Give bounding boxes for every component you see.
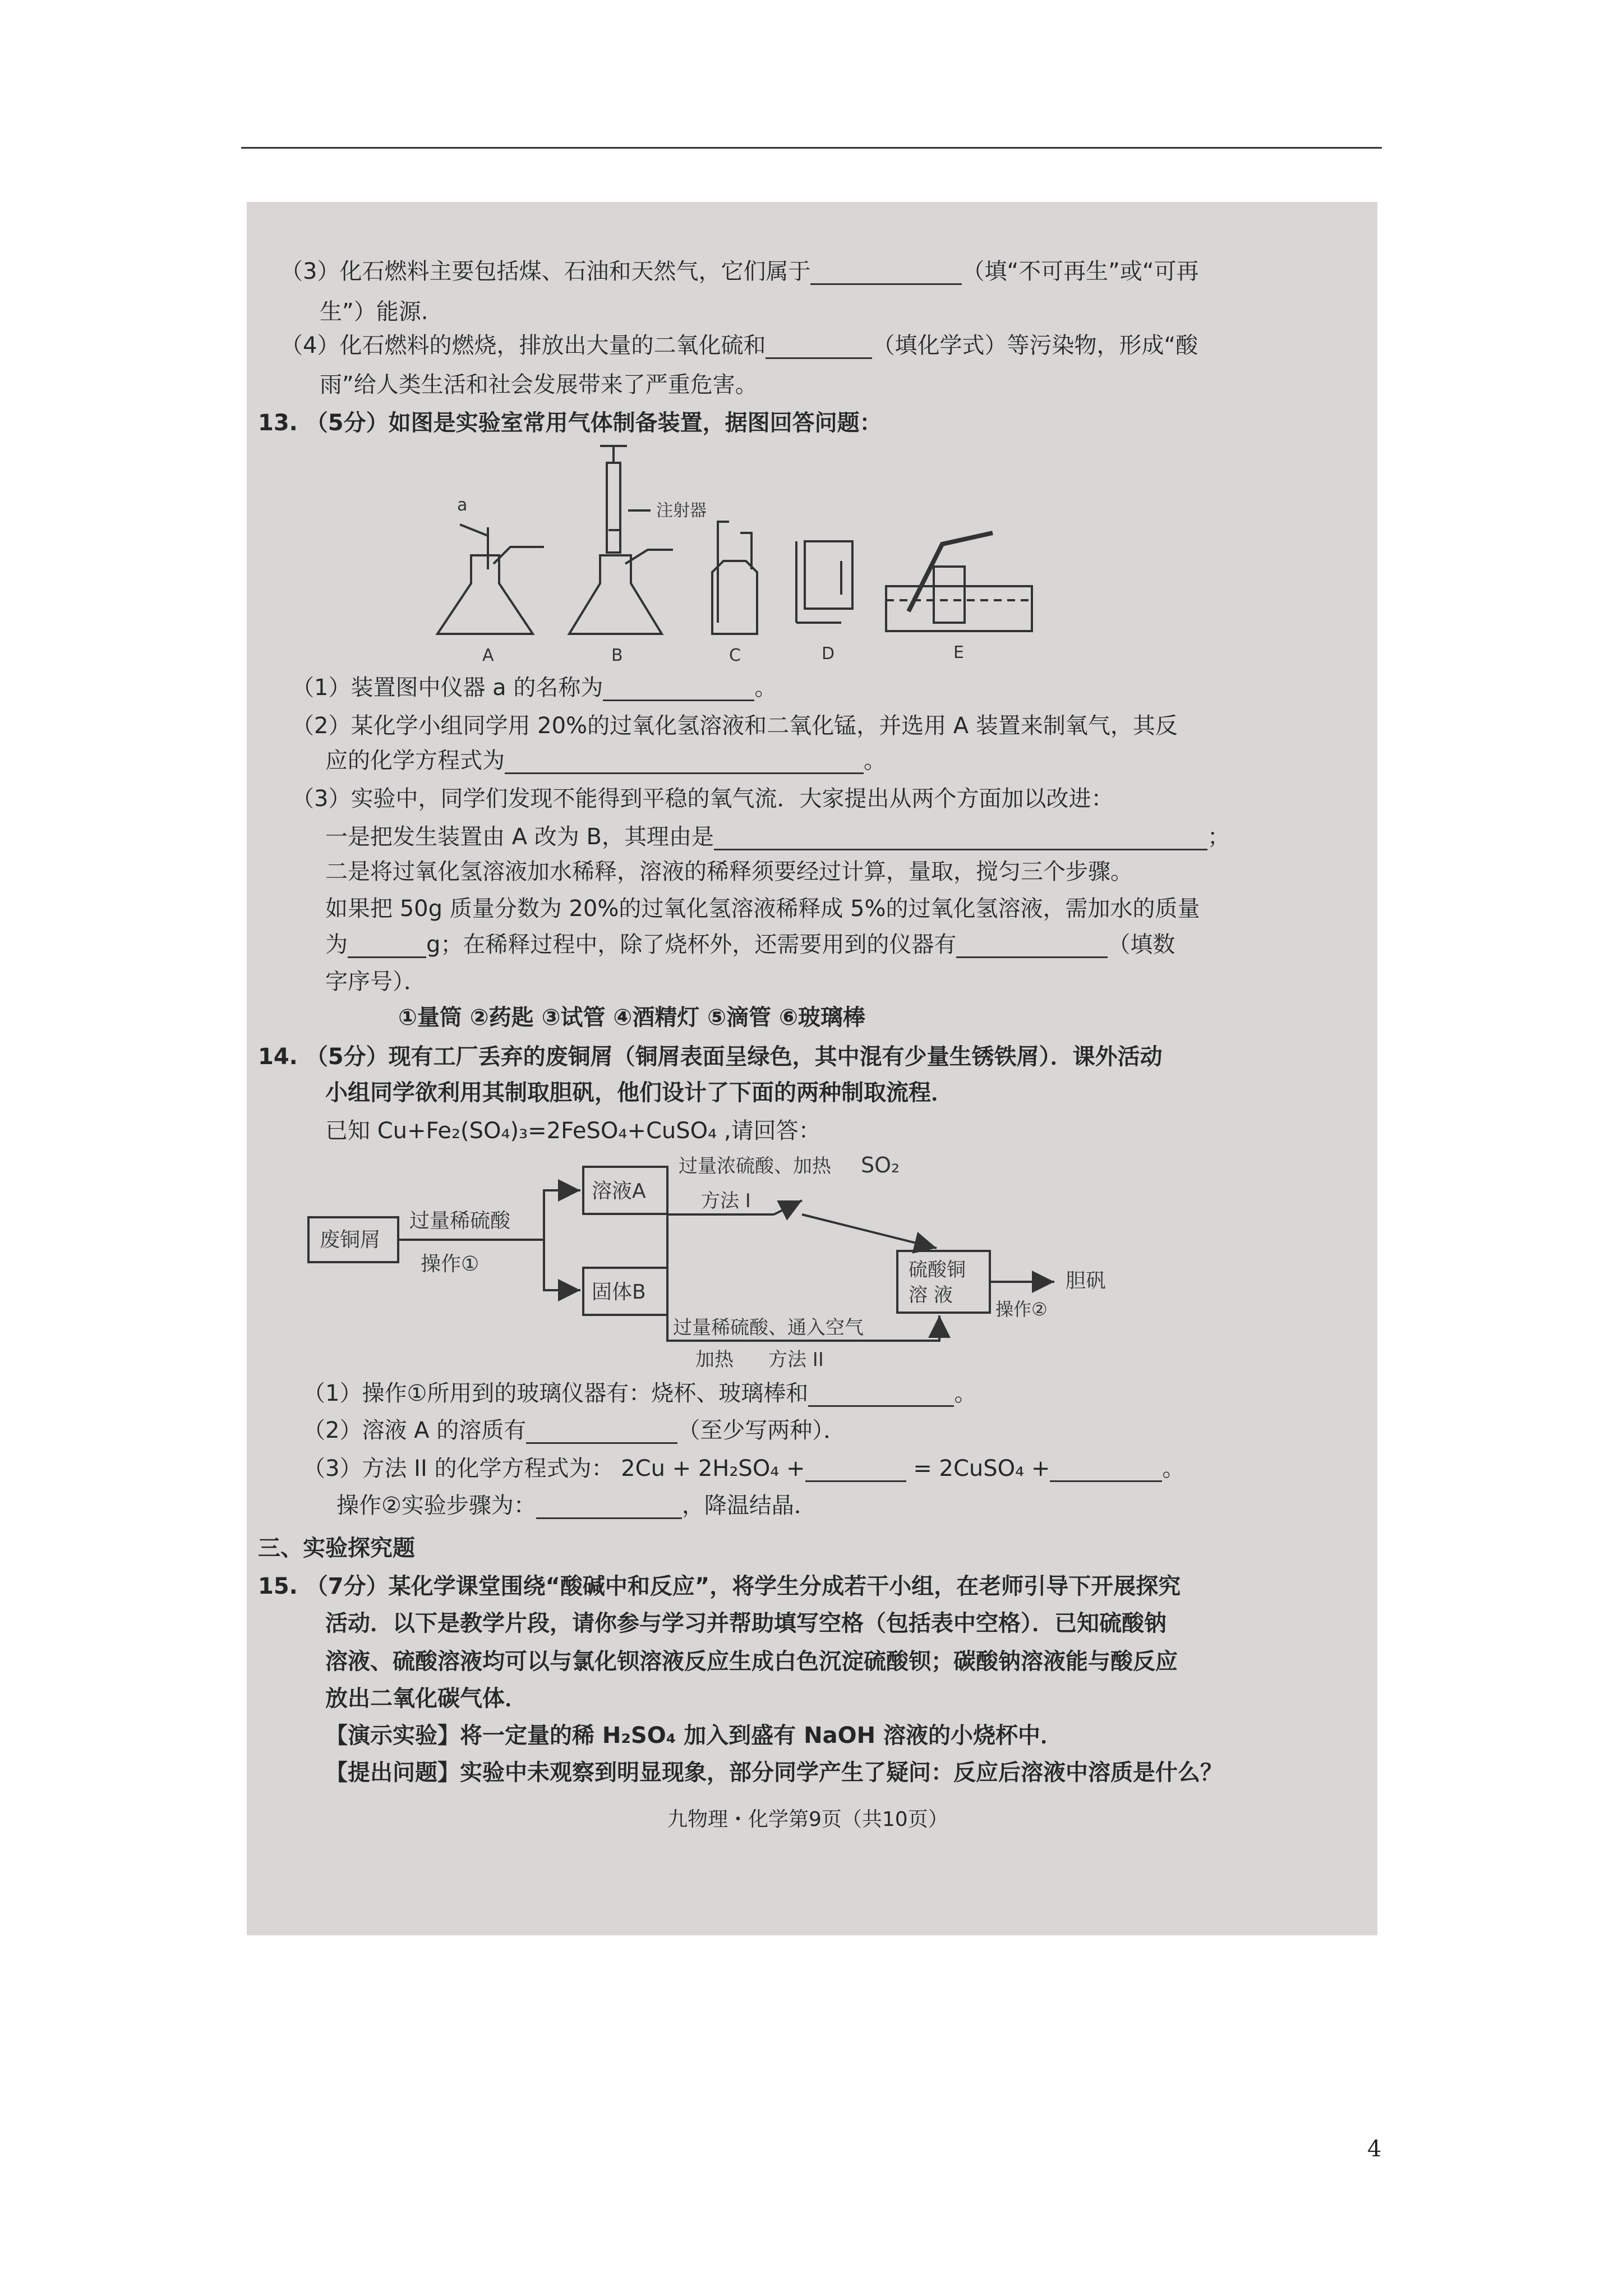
figure-label-b: B bbox=[611, 646, 623, 665]
q12-item4-text: （4）化石燃料的燃烧，排放出大量的二氧化硫和 bbox=[280, 333, 766, 358]
q14-item3-equation-right: = 2CuSO₄ + bbox=[913, 1456, 1050, 1481]
process-flowchart bbox=[308, 1153, 1206, 1371]
flow-op2: 操作② bbox=[995, 1299, 1048, 1320]
tube-label-a: a bbox=[457, 495, 468, 515]
flow-box-b: 固体B bbox=[592, 1281, 646, 1304]
collection-bottle bbox=[934, 567, 965, 623]
q12-item4-line1 bbox=[280, 332, 1198, 359]
flask-a-funnel bbox=[460, 524, 488, 536]
q14-item3-line2 bbox=[336, 1492, 817, 1519]
q13-item1 bbox=[292, 674, 777, 701]
flask-b-body bbox=[569, 555, 662, 634]
q13-stem: 13. （5分）如图是实验室常用气体制备装置，据图回答问题： bbox=[258, 410, 882, 436]
answer-blank[interactable] bbox=[956, 936, 1108, 958]
q13-item1-post: 。 bbox=[754, 675, 777, 701]
q13-item2-post: 。 bbox=[864, 748, 886, 774]
flow-cuso4-1: 硫酸铜 bbox=[909, 1259, 966, 1281]
q14-item3-line1 bbox=[303, 1455, 1184, 1482]
figure-label-c: C bbox=[729, 646, 741, 665]
flow-so2: SO₂ bbox=[861, 1153, 900, 1177]
q13-item3-line5 bbox=[325, 931, 1175, 958]
figure-label-d: D bbox=[822, 644, 835, 664]
flow-method2-reagent: 过量稀硫酸、通入空气 bbox=[673, 1317, 864, 1339]
q13-item2-text: 应的化学方程式为 bbox=[325, 748, 505, 774]
syringe-label: 注射器 bbox=[656, 501, 707, 521]
flow-method1: 方法 I bbox=[701, 1190, 751, 1212]
q12-item4-line2: 雨”给人类生活和社会发展带来了严重危害。 bbox=[320, 372, 758, 398]
q14-item3-steps-text: 操作②实验步骤为： bbox=[336, 1493, 536, 1519]
q15-line1: 15. （7分）某化学课堂围绕“酸碱中和反应”，将学生分成若干小组，在老师引导下开展探究 bbox=[258, 1573, 1181, 1599]
answer-blank[interactable] bbox=[810, 263, 962, 285]
syringe-barrel bbox=[607, 463, 620, 553]
answer-blank[interactable] bbox=[603, 679, 754, 701]
q13-item3-line5-c: （填数 bbox=[1108, 932, 1175, 958]
flow-reagent1: 过量稀硫酸 bbox=[409, 1209, 511, 1232]
flow-method1-reagent: 过量浓硫酸、加热 bbox=[679, 1155, 831, 1177]
q12-item4-text-post: （填化学式）等污染物，形成“酸 bbox=[872, 333, 1198, 358]
answer-blank[interactable] bbox=[526, 1422, 677, 1444]
q13-item3-reason-post: ； bbox=[1207, 824, 1230, 850]
q14-item1-post: 。 bbox=[954, 1381, 977, 1406]
q12-item3-line1 bbox=[280, 258, 1199, 285]
q14-stem-line2: 小组同学欲利用其制取胆矾，他们设计了下面的两种制取流程． bbox=[325, 1080, 953, 1106]
flow-cuso4-2: 溶 液 bbox=[909, 1284, 953, 1306]
page-footer: 九物理・化学第9页（共10页） bbox=[667, 1808, 948, 1831]
q15-line2: 活动．以下是教学片段，请你参与学习并帮助填写空格（包括表中空格）．已知硫酸钠 bbox=[325, 1611, 1166, 1636]
q14-known-equation: 已知 Cu+Fe₂(SO₄)₃=2FeSO₄+CuSO₄ ,请回答： bbox=[325, 1118, 821, 1144]
q15-line4: 放出二氧化碳气体． bbox=[325, 1686, 527, 1711]
flow-start: 废铜屑 bbox=[320, 1228, 381, 1251]
q13-item3-line2 bbox=[325, 823, 1230, 850]
answer-blank[interactable] bbox=[766, 337, 872, 359]
q14-item1 bbox=[303, 1380, 976, 1407]
q14-item2-text: （2）溶液 A 的溶质有 bbox=[303, 1418, 527, 1443]
q15-demo: 【演示实验】将一定量的稀 H₂SO₄ 加入到盛有 NaOH 溶液的小烧杯中． bbox=[325, 1723, 1063, 1749]
q13-item3-line3: 二是将过氧化氢溶液加水稀释，溶液的稀释须要经过计算，量取，搅匀三个步骤。 bbox=[325, 859, 1133, 885]
q13-item2-line1: （2）某化学小组同学用 20%的过氧化氢溶液和二氧化锰，并选用 A 装置来制氧气，其反 bbox=[292, 713, 1178, 739]
q13-item3-line1: （3）实验中，同学们发现不能得到平稳的氧气流．大家提出从两个方面加以改进： bbox=[292, 786, 1114, 812]
q12-item3-text-post: （填“不可再生”或“可再 bbox=[962, 259, 1199, 284]
exam-page-photo bbox=[247, 202, 1377, 1935]
q14-item1-text: （1）操作①所用到的玻璃仪器有：烧杯、玻璃棒和 bbox=[303, 1381, 809, 1406]
section3-heading: 三、实验探究题 bbox=[258, 1535, 415, 1561]
q14-item3-equation-left: （3）方法 II 的化学方程式为： 2Cu + 2H₂SO₄ + bbox=[303, 1456, 805, 1481]
answer-blank[interactable] bbox=[808, 1385, 954, 1407]
answer-blank[interactable] bbox=[505, 752, 864, 774]
answer-blank[interactable] bbox=[805, 1460, 906, 1482]
figure-label-e: E bbox=[953, 643, 964, 662]
q14-item3-steps-post: ，降温结晶． bbox=[681, 1493, 817, 1519]
q12-item3-text: （3）化石燃料主要包括煤、石油和天然气，它们属于 bbox=[280, 259, 811, 284]
q13-item3-line5-a: 为 bbox=[325, 932, 348, 958]
flask-a-body bbox=[437, 555, 533, 634]
answer-blank[interactable] bbox=[348, 936, 426, 958]
answer-blank[interactable] bbox=[1050, 1460, 1162, 1482]
q13-item3-line6: 字序号）． bbox=[325, 969, 426, 995]
apparatus-figure bbox=[426, 443, 1066, 665]
q15-line3: 溶液、硫酸溶液均可以与氯化钡溶液反应生成白色沉淀硫酸钡；碳酸钠溶液能与酸反应 bbox=[325, 1649, 1178, 1674]
flow-box-a: 溶液A bbox=[592, 1180, 646, 1203]
q13-item1-text: （1）装置图中仪器 a 的名称为 bbox=[292, 675, 603, 701]
flow-method2-a: 加热 bbox=[695, 1349, 734, 1371]
q13-item3-line5-b: g；在稀释过程中，除了烧杯外，还需要用到的仪器有 bbox=[426, 932, 957, 958]
answer-blank[interactable] bbox=[536, 1497, 682, 1519]
answer-blank[interactable] bbox=[714, 829, 1207, 850]
q15-question: 【提出问题】实验中未观察到明显现象，部分同学产生了疑问：反应后溶液中溶质是什么？ bbox=[325, 1760, 1223, 1786]
flask-a-outlet bbox=[494, 547, 544, 564]
header-rule bbox=[241, 147, 1382, 149]
q13-item3-reason-text: 一是把发生装置由 A 改为 B，其理由是 bbox=[325, 824, 714, 850]
q13-item2-line2 bbox=[325, 747, 886, 774]
q13-item3-line4: 如果把 50g 质量分数为 20%的过氧化氢溶液稀释成 5%的过氧化氢溶液，需加水的质量 bbox=[325, 896, 1200, 922]
q14-stem-line1: 14. （5分）现有工厂丢弃的废铜屑（铜屑表面呈绿色，其中混有少量生锈铁屑）．课外活动 bbox=[258, 1044, 1163, 1070]
page-number: 4 bbox=[1367, 2136, 1382, 2162]
q12-item3-line2: 生”）能源. bbox=[320, 299, 428, 325]
flow-op1: 操作① bbox=[421, 1253, 479, 1276]
flow-product: 胆矾 bbox=[1066, 1269, 1106, 1292]
q13-options: ①量筒 ②药匙 ③试管 ④酒精灯 ⑤滴管 ⑥玻璃棒 bbox=[398, 1005, 865, 1030]
q14-item3-post: 。 bbox=[1162, 1456, 1185, 1481]
flow-method2-b: 方法 II bbox=[768, 1349, 824, 1371]
figure-label-a: A bbox=[482, 646, 494, 665]
bottle-d-body bbox=[805, 541, 852, 609]
q14-item2 bbox=[303, 1417, 846, 1444]
q14-item2-post: （至少写两种）． bbox=[677, 1418, 846, 1443]
